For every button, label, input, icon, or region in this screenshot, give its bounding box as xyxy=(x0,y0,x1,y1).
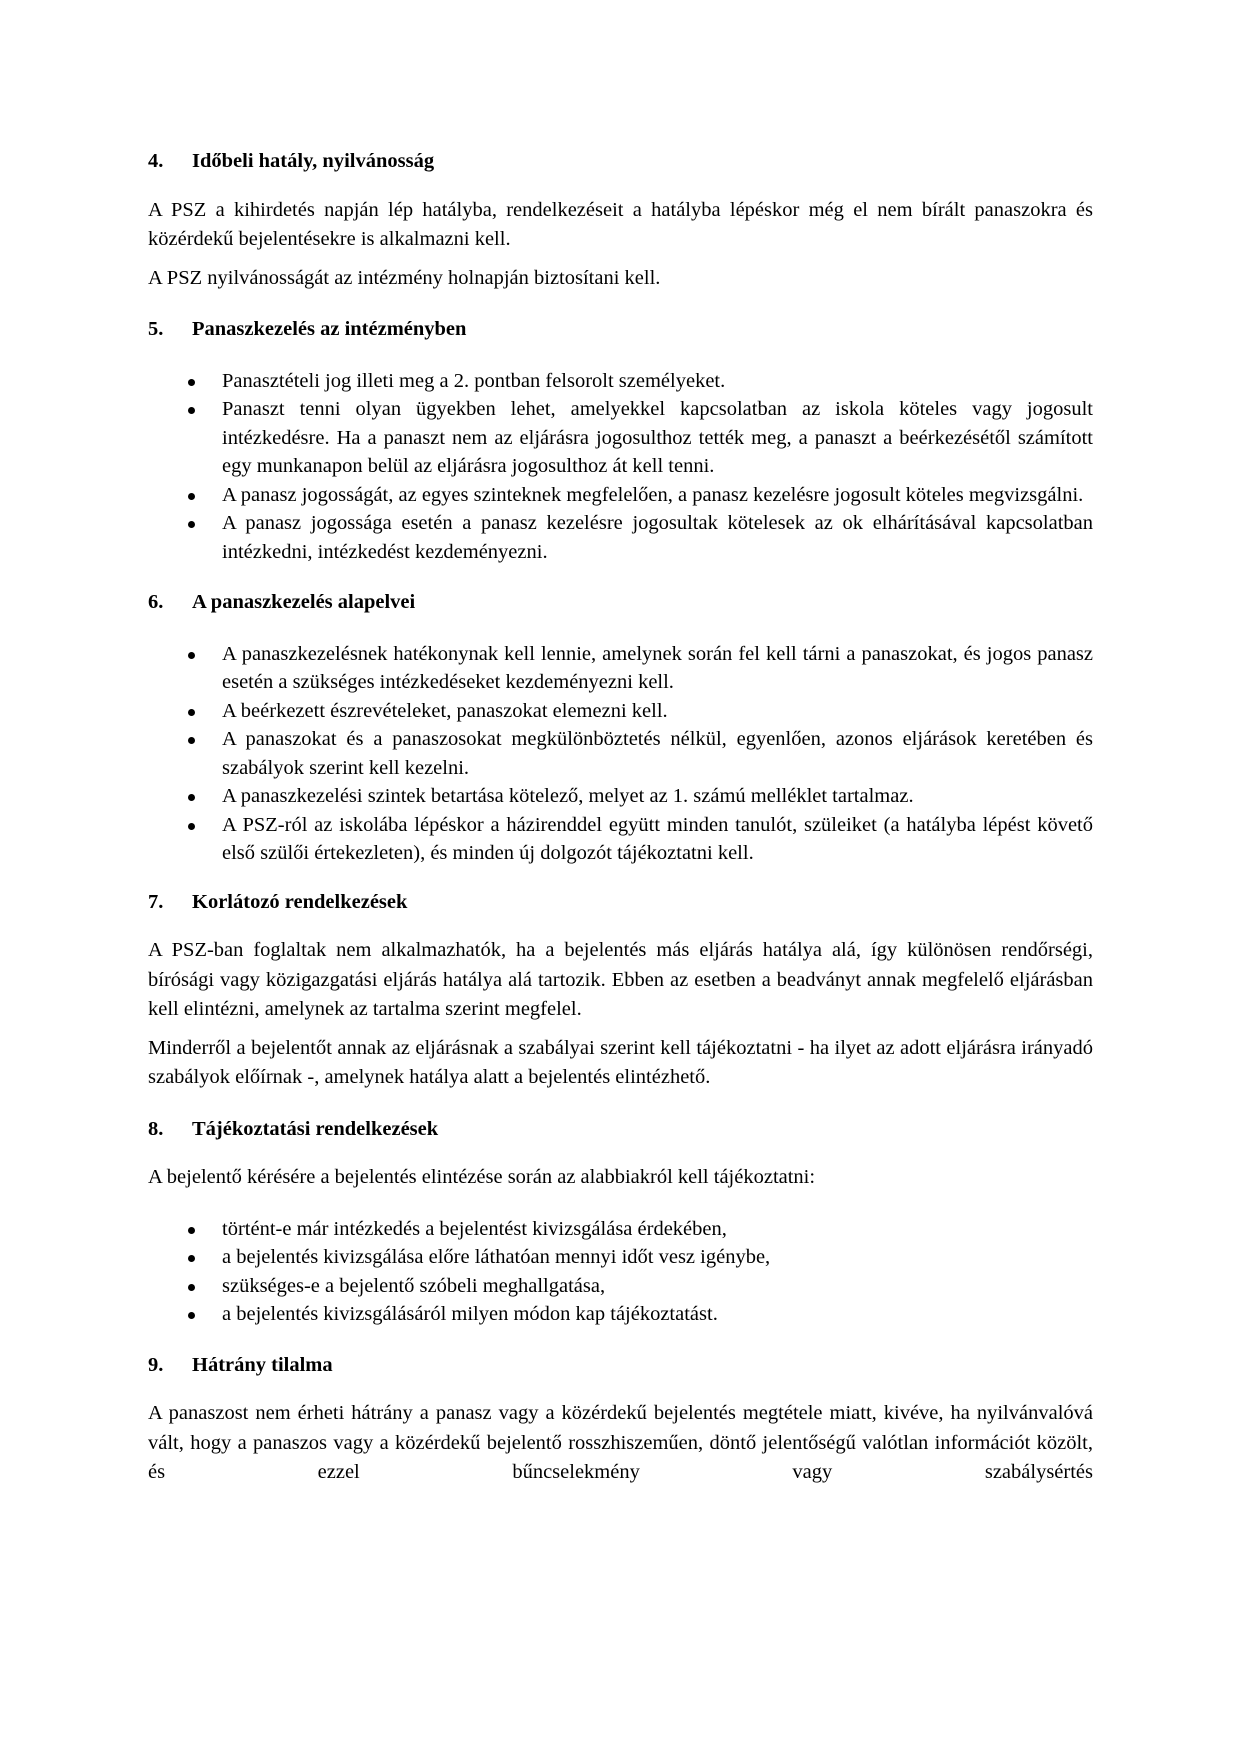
section-number: 5. xyxy=(148,318,164,340)
bullet-icon xyxy=(188,1284,195,1291)
section-heading xyxy=(148,1115,1093,1145)
list-item: szükséges-e a bejelentő szóbeli meghallgatása, xyxy=(148,1272,1093,1301)
paragraph: A panaszost nem érheti hátrány a panasz vagy a közérdekű bejelentés megtétele miatt, kivéve, ha nyilvánvalóvá vált, hogy a panaszos vagy a közérdekű bejelentő rosszhiszeműen, döntő jelentőségű valótlan információt közölt, és ezzel bűncselekmény vagy szabálysértés xyxy=(148,1402,1093,1483)
list-item: A panaszkezelésnek hatékonynak kell lennie, amelynek során fel kell tárni a panaszokat, és jogos panasz esetén a szükséges intézkedéseket kezdeményezni kell. xyxy=(148,640,1093,697)
paragraph: A PSZ-ban foglaltak nem alkalmazhatók, ha a bejelentés más eljárás hatálya alá, így különösen rendőrségi, bírósági vagy közigazgatási eljárás hatálya alá tartozik. Ebben az esetben a beadványt annak megfelelő eljárásban kell elintézni, amelynek az tartalma szerint megfelel. xyxy=(148,939,1093,1020)
section-heading xyxy=(148,588,1093,618)
bullet-icon xyxy=(188,652,195,659)
bullet-icon xyxy=(188,493,195,500)
section-heading xyxy=(148,1351,1093,1381)
section-title: Időbeli hatály, nyilvánosság xyxy=(192,150,435,172)
section-number: 4. xyxy=(148,150,164,172)
list-item: A beérkezett észrevételeket, panaszokat elemezni kell. xyxy=(148,697,1093,726)
bullet-icon xyxy=(188,737,195,744)
bullet-icon xyxy=(188,1312,195,1319)
document-page xyxy=(148,147,1093,1508)
section-title: Tájékoztatási rendelkezések xyxy=(192,1117,439,1140)
list-item: A PSZ-ról az iskolába lépéskor a házirenddel együtt minden tanulót, szüleiket (a hatályba lépést követő első szülői értekezleten), és minden új dolgozót tájékoztatni kell. xyxy=(148,811,1093,868)
section-title: A panaszkezelés alapelvei xyxy=(192,591,416,613)
section-7 xyxy=(148,888,1093,1093)
section-9 xyxy=(148,1351,1093,1488)
paragraph: A PSZ nyilvánosságát az intézmény holnapján biztosítani kell. xyxy=(148,266,661,289)
section-number: 9. xyxy=(148,1353,164,1376)
bullet-icon xyxy=(188,709,195,716)
list-item: A panasz jogosságát, az egyes szinteknek megfelelően, a panasz kezelésre jogosult köteles megvizsgálni. xyxy=(148,481,1093,510)
paragraph: A bejelentő kérésére a bejelentés elintézése során az alabbiakról kell tájékoztatni: xyxy=(148,1166,816,1188)
section-number: 7. xyxy=(148,890,164,913)
bullet-icon xyxy=(188,1227,195,1234)
section-heading xyxy=(148,888,1093,918)
section-5 xyxy=(148,315,1093,566)
bullet-icon xyxy=(188,1255,195,1262)
list-item: A panaszkezelési szintek betartása kötelező, melyet az 1. számú melléklet tartalmaz. xyxy=(148,782,1093,811)
list-item: Panasztételi jog illeti meg a 2. pontban felsorolt személyeket. xyxy=(148,367,1093,396)
bullet-icon xyxy=(188,407,195,414)
bullet-icon xyxy=(188,521,195,528)
section-number: 6. xyxy=(148,591,164,613)
bullet-icon xyxy=(188,823,195,830)
section-4 xyxy=(148,147,1093,293)
section-8 xyxy=(148,1115,1093,1329)
bullet-icon xyxy=(188,379,195,386)
bullet-list xyxy=(148,1215,1093,1329)
paragraph: A PSZ a kihirdetés napján lép hatályba, rendelkezéseit a hatályba lépéskor még el nem bírált panaszokra és közérdekű bejelentésekre is alkalmazni kell. xyxy=(148,198,1093,250)
list-item: történt-e már intézkedés a bejelentést kivizsgálása érdekében, xyxy=(148,1215,1093,1244)
list-item: A panaszokat és a panaszosokat megkülönböztetés nélkül, egyenlően, azonos eljárások keretében és szabályok szerint kell kezelni. xyxy=(148,725,1093,782)
bullet-list xyxy=(148,367,1093,567)
section-number: 8. xyxy=(148,1117,164,1140)
bullet-icon xyxy=(188,794,195,801)
list-item: a bejelentés kivizsgálásáról milyen módon kap tájékoztatást. xyxy=(148,1300,1093,1329)
list-item: Panaszt tenni olyan ügyekben lehet, amelyekkel kapcsolatban az iskola köteles vagy jogosult intézkedésre. Ha a panaszt nem az eljárásra jogosulthoz tették meg, a panaszt a beérkezésétől számított egy munkanapon belül az eljárásra jogosulthoz át kell tenni. xyxy=(148,395,1093,481)
section-6 xyxy=(148,588,1093,868)
section-title: Panaszkezelés az intézményben xyxy=(192,318,467,340)
section-heading xyxy=(148,147,1093,177)
bullet-list xyxy=(148,640,1093,868)
list-item: a bejelentés kivizsgálása előre láthatóan mennyi időt vesz igénybe, xyxy=(148,1243,1093,1272)
section-title: Hátrány tilalma xyxy=(192,1353,333,1376)
section-title: Korlátozó rendelkezések xyxy=(192,890,408,913)
list-item: A panasz jogossága esetén a panasz kezelésre jogosultak kötelesek az ok elhárításával kapcsolatban intézkedni, intézkedést kezdeményezni. xyxy=(148,509,1093,566)
paragraph: Minderről a bejelentőt annak az eljárásnak a szabályai szerint kell tájékoztatni - ha ilyet az adott eljárásra irányadó szabályok előírnak -, amelynek hatálya alatt a bejelentés elintézhető. xyxy=(148,1036,1093,1088)
section-heading xyxy=(148,315,1093,345)
